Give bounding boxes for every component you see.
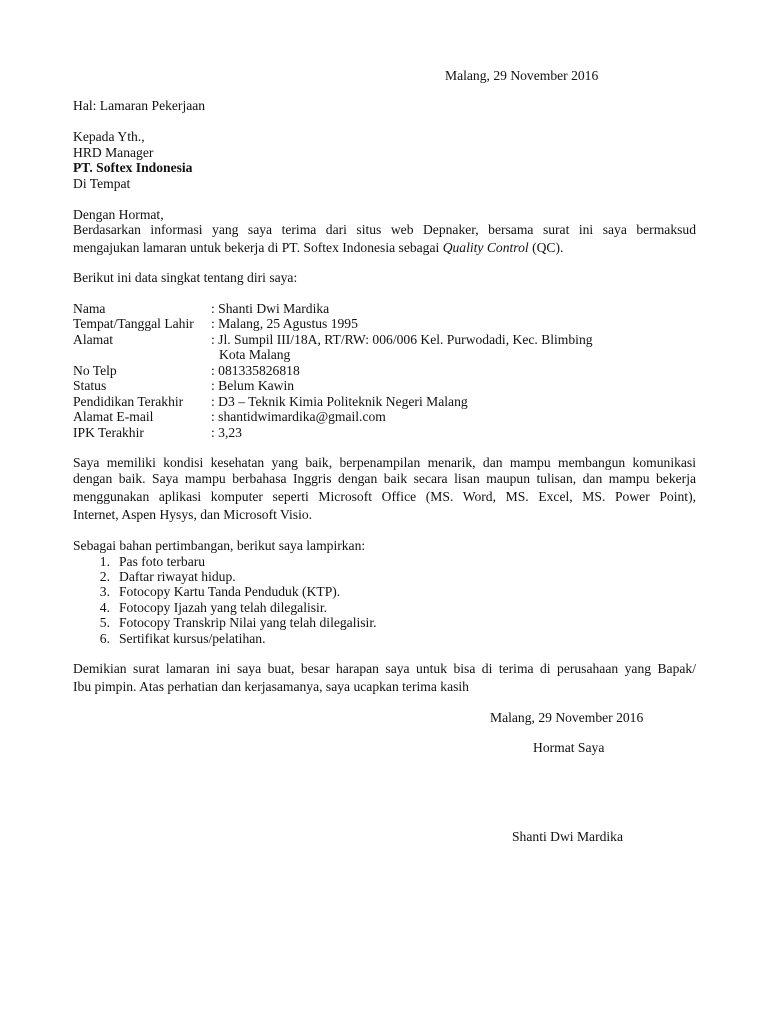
personal-value: : Belum Kawin <box>211 378 295 393</box>
personal-value: : shantidwimardika@gmail.com <box>211 409 386 424</box>
attachment-item: Fotocopy Ijazah yang telah dilegalisir. <box>119 600 328 615</box>
intro-line-2-post: (QC). <box>528 240 564 255</box>
attachment-item: Fotocopy Transkrip Nilai yang telah dilegalisir. <box>119 615 377 630</box>
intro-line-2 <box>73 240 563 256</box>
personal-label: IPK Terakhir <box>73 425 144 440</box>
data-intro: Berikut ini data singkat tentang diri saya: <box>73 270 298 285</box>
intro-position-emphasis: Quality Control <box>442 240 529 255</box>
personal-label: Pendidikan Terakhir <box>73 394 184 409</box>
skills-line: Saya memiliki kondisi kesehatan yang baik, berpenampilan menarik, dan mampu membangun komunikasi <box>73 455 696 470</box>
intro-line-1: Berdasarkan informasi yang saya terima dari situs web Depnaker, bersama surat ini saya bermaksud <box>73 222 696 237</box>
attachment-number: 5. <box>99 615 110 630</box>
personal-label: Alamat E-mail <box>73 409 154 424</box>
sign-off: Hormat Saya <box>533 740 605 755</box>
attachment-number: 6. <box>99 631 110 646</box>
personal-label: No Telp <box>73 363 117 378</box>
personal-value: : D3 – Teknik Kimia Politeknik Negeri Malang <box>211 394 468 409</box>
skills-line: dengan baik. Saya mampu berbahasa Inggris dengan baik secara lisan maupun tulisan, dan mampu bekerja <box>73 471 696 486</box>
personal-value-continued: Kota Malang <box>219 347 291 362</box>
attachments-intro: Sebagai bahan pertimbangan, berikut saya lampirkan: <box>73 538 366 553</box>
personal-value: : Shanti Dwi Mardika <box>211 301 330 316</box>
attachment-item: Fotocopy Kartu Tanda Penduduk (KTP). <box>119 584 341 599</box>
date-bottom: Malang, 29 November 2016 <box>490 710 644 725</box>
personal-value: : 3,23 <box>211 425 242 440</box>
closing-line: Demikian surat lamaran ini saya buat, besar harapan saya untuk bisa di terima di perusahaan yang Bapak/ <box>73 661 696 676</box>
attachment-item: Sertifikat kursus/pelatihan. <box>119 631 266 646</box>
intro-line-2-pre: mengajukan lamaran untuk bekerja di PT. Softex Indonesia sebagai <box>73 240 443 255</box>
greeting: Dengan Hormat, <box>73 207 164 222</box>
personal-value: : Malang, 25 Agustus 1995 <box>211 316 358 331</box>
attachment-item: Daftar riwayat hidup. <box>119 569 236 584</box>
attachment-number: 1. <box>99 554 110 569</box>
skills-line: Internet, Aspen Hysys, dan Microsoft Visio. <box>73 507 313 522</box>
subject-line: Hal: Lamaran Pekerjaan <box>73 98 206 113</box>
skills-line: menggunakan aplikasi komputer seperti Microsoft Office (MS. Word, MS. Excel, MS. Power Point), <box>73 489 696 504</box>
attachment-number: 2. <box>99 569 110 584</box>
attachment-item: Pas foto terbaru <box>119 554 206 569</box>
recipient-salutation: Kepada Yth., <box>73 129 145 144</box>
closing-line: Ibu pimpin. Atas perhatian dan kerjasamanya, saya ucapkan terima kasih <box>73 679 469 694</box>
personal-value: : 081335826818 <box>211 363 300 378</box>
recipient-company: PT. Softex Indonesia <box>73 160 193 175</box>
attachment-number: 3. <box>99 584 110 599</box>
personal-value: : Jl. Sumpil III/18A, RT/RW: 006/006 Kel. Purwodadi, Kec. Blimbing <box>211 332 593 347</box>
date-top: Malang, 29 November 2016 <box>445 68 599 83</box>
recipient-location: Di Tempat <box>73 176 131 191</box>
attachment-number: 4. <box>99 600 110 615</box>
recipient-title: HRD Manager <box>73 145 154 160</box>
personal-label: Tempat/Tanggal Lahir <box>73 316 194 331</box>
personal-label: Nama <box>73 301 106 316</box>
signature-name: Shanti Dwi Mardika <box>512 829 624 844</box>
personal-label: Alamat <box>73 332 114 347</box>
personal-label: Status <box>73 378 107 393</box>
